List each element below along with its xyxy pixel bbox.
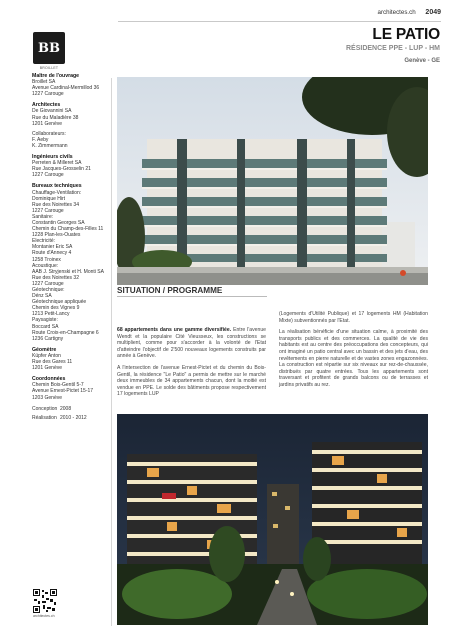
credit-line: Rue du Maladière 38 — [32, 114, 79, 121]
credit-line: Electricité: — [32, 238, 56, 245]
client-logo — [33, 32, 65, 64]
credit-line: Perreten & Milleret SA — [32, 160, 82, 167]
credits-sidebar — [32, 73, 110, 426]
location-label: Genève - GE — [404, 58, 440, 64]
credit-block — [32, 102, 110, 149]
credit-line: 1227 Carouge — [32, 91, 64, 98]
date-label: Conception — [32, 405, 58, 412]
text-column-1 — [117, 327, 266, 403]
credit-line: 1228 Plan-les-Ouates — [32, 232, 81, 239]
qr-code-icon[interactable] — [33, 589, 57, 613]
credit-line: Dominique Hirt — [32, 195, 66, 202]
paragraph: Entre l'avenue Wendt et la populaire Cité Vieusseux, les constructions se multiplient, comme pour s'accorder à la volonté de l'Etat d'atteindre l'objectif de 2'500 nouveaux logements construits par année à Genève. — [117, 327, 266, 360]
date-row — [32, 415, 110, 421]
page-number: 2049 — [425, 9, 441, 16]
credit-line: Küpfer Anton — [32, 352, 61, 359]
paragraph: A l'intersection de l'avenue Ernest-Pictet et du chemin du Bois-Gentil, la résidence "Le Patio" a permis de mettre sur le marché deux immeubles de 34 appartements chacun, dont la moitié est vendue en PPE. Le solde des bâtiments propose respectivement 17 logements LUP — [117, 364, 266, 398]
credit-line: 1201 Genève — [32, 120, 63, 127]
credit-line: Constantin Georges SA — [32, 219, 85, 226]
credit-line: Acoustique: — [32, 262, 59, 269]
credit-block — [32, 154, 110, 178]
credit-heading: Architectes — [32, 102, 61, 109]
credit-line: Boccard SA — [32, 323, 59, 330]
credit-line: 1227 Carouge — [32, 207, 64, 214]
lead-sentence: 68 appartements dans une gamme diversifiée. — [117, 327, 232, 333]
credit-line: K. Zimmermann — [32, 142, 68, 149]
credit-line: 1227 Carouge — [32, 172, 64, 179]
site-name[interactable]: architectes.ch — [377, 9, 416, 16]
credit-line: Rue des Gares 11 — [32, 359, 73, 366]
credit-line: Dénz SA — [32, 293, 52, 300]
credit-line: 1227 Carouge — [32, 280, 64, 287]
credit-line: Broillet SA — [32, 79, 56, 86]
paragraph: La réalisation bénéficie d'une situation calme, à proximité des transports publics et des commerces. La qualité de vie des habitants est au centre des préoccupations des concepteurs, qui ont imaginé un patio central avec un bassin et des jets d'eau, des revêtements en pierre naturelle et de vastes zones engazonnées. La construction est répartie sur six niveaux sur rez-de-chaussée, distribués par quatre entrées. Tous les appartements sont traversant et profitent de grands balcons ou de terrasses et jardins privatifs au rez. — [279, 329, 428, 388]
credit-block — [32, 347, 110, 371]
credit-line: F. Aeby — [32, 136, 49, 143]
site-header — [378, 9, 442, 16]
credit-heading: Ingénieurs civils — [32, 154, 73, 161]
section-heading: SITUATION / PROGRAMME — [117, 286, 267, 297]
credit-line: Rue Jacques-Grosselin 21 — [32, 166, 91, 173]
credit-line: Chauffage-Ventilation: — [32, 189, 82, 196]
credit-line: Route d'Annecy 4 — [32, 250, 72, 257]
logo-caption: BROILLET — [39, 66, 59, 70]
text-column-2 — [279, 311, 428, 394]
page-title: LE PATIO — [372, 26, 440, 43]
sidebar-divider — [111, 78, 112, 626]
credit-line: AAB J. Stryjenski et H. Monti SA — [32, 268, 104, 275]
paragraph: (Logements d'Utilité Publique) et 17 logements HM (Habitation Mixte) subventionnés par l'Etat. — [279, 311, 428, 324]
date-value: 2008 — [60, 405, 72, 412]
date-value: 2010 - 2012 — [60, 414, 87, 421]
qr-caption: architectes.ch — [33, 614, 55, 618]
credit-heading: Maître de l'ouvrage — [32, 73, 80, 79]
credit-line: Sanitaire: — [32, 213, 54, 220]
credit-block — [32, 183, 110, 341]
credit-line: Rue des Noirettes 32 — [32, 274, 79, 281]
credit-line: De Giovannini SA — [32, 108, 72, 115]
logo-mark: BB — [38, 40, 60, 56]
building-night-photo — [117, 414, 428, 625]
dates-block — [32, 406, 110, 421]
credit-heading: Coordonnées — [32, 376, 66, 383]
date-row — [32, 406, 110, 412]
credit-line: Géotechnique appliquée — [32, 299, 87, 306]
credit-line: Rue des Noirettes 34 — [32, 201, 79, 208]
credit-block — [32, 376, 110, 400]
credit-line: Chemin des Vignes 9 — [32, 305, 80, 312]
credit-line: 1203 Genève — [32, 394, 63, 401]
credit-line: Montanier Eric SA — [32, 244, 73, 251]
credit-heading: Géomètre — [32, 346, 57, 353]
header-rule — [118, 21, 441, 22]
credit-line: Avenue Cardinal-Mermillod 36 — [32, 85, 100, 92]
credit-line: 1258 Troinex — [32, 256, 61, 263]
building-day-photo — [117, 77, 428, 285]
credit-line: Avenue Ernest-Pictet 15-17 — [32, 388, 94, 395]
credit-line: Route Croix-en-Champagne 6 — [32, 329, 99, 336]
date-label: Réalisation — [32, 414, 57, 421]
credit-line: Collaborateurs: — [32, 130, 66, 137]
credit-line: Chemin Bois-Gentil 5-7 — [32, 382, 84, 389]
credit-line: Paysagiste: — [32, 317, 58, 324]
credit-line: 1213 Petit-Lancy — [32, 311, 70, 318]
credit-line: Chemin du Champ-des-Filles 11 — [32, 226, 104, 233]
credit-block — [32, 73, 110, 97]
credit-line: 1236 Cartigny — [32, 335, 64, 342]
credit-heading: Bureaux techniques — [32, 183, 82, 190]
credit-line: 1201 Genève — [32, 365, 63, 372]
credit-line: Géotechnique: — [32, 287, 65, 293]
page-subtitle: RÉSIDENCE PPE - LUP - HM — [346, 45, 440, 52]
